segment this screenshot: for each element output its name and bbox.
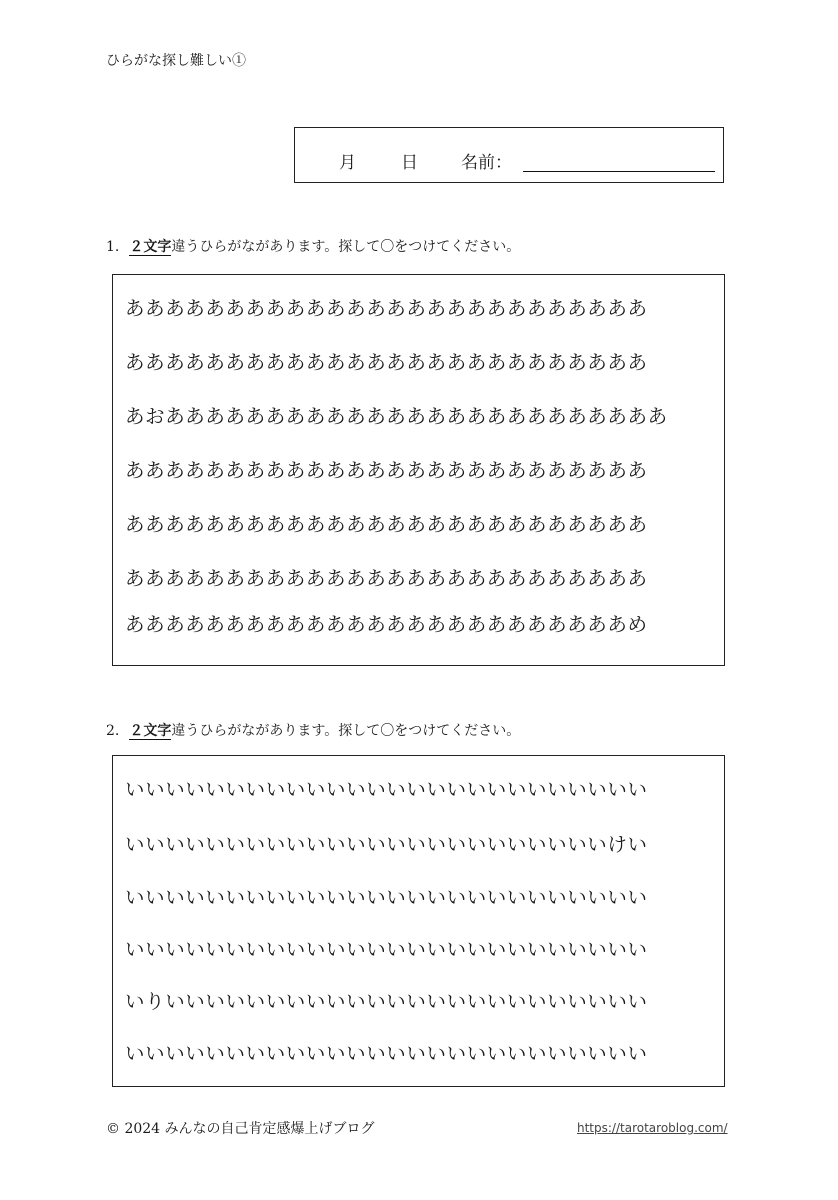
question-1-instruction: [106, 236, 520, 256]
page-title: ひらがな探し難しい①: [106, 53, 246, 69]
site-link[interactable]: https://tarotaroblog.com/: [577, 1121, 728, 1135]
day-label: 日: [401, 153, 418, 173]
name-write-line[interactable]: [523, 171, 715, 172]
grid-row[interactable]: いいいいいいいいいいいいいいいいいいいいいいいいいい: [125, 886, 648, 909]
instruction-text: 違うひらがながあります。探して〇をつけてください。: [171, 723, 521, 739]
grid-row[interactable]: いいいいいいいいいいいいいいいいいいいいいいいいいい: [125, 1042, 648, 1065]
grid-row[interactable]: ああああああああああああああああああああああああああ: [125, 459, 648, 482]
grid-row[interactable]: あおあああああああああああああああああああああああああ: [125, 405, 668, 428]
question-number: 2.: [106, 723, 120, 739]
copyright-text: © 2024 みんなの自己肯定感爆上げブログ: [106, 1121, 375, 1137]
name-label: 名前：: [461, 153, 512, 173]
instruction-text: 違うひらがながあります。探して〇をつけてください。: [171, 239, 521, 255]
grid-row[interactable]: ああああああああああああああああああああああああああ: [125, 297, 648, 320]
question-number: 1.: [106, 239, 120, 255]
grid-row[interactable]: ああああああああああああああああああああああああああ: [125, 567, 648, 590]
grid-row[interactable]: いりいいいいいいいいいいいいいいいいいいいいいいいい: [125, 990, 648, 1013]
question-2-grid: [112, 755, 725, 1087]
date-name-box: [294, 127, 724, 183]
grid-row[interactable]: いいいいいいいいいいいいいいいいいいいいいいいいいい: [125, 938, 648, 961]
emphasis-text: ２文字: [129, 723, 172, 739]
grid-row[interactable]: ああああああああああああああああああああああああああ: [125, 513, 648, 536]
grid-row[interactable]: いいいいいいいいいいいいいいいいいいいいいいいいいい: [125, 778, 648, 801]
emphasis-text: ２文字: [129, 239, 172, 255]
grid-row[interactable]: いいいいいいいいいいいいいいいいいいいいいいいいけい: [125, 833, 648, 856]
grid-row[interactable]: あああああああああああああああああああああああああめ: [125, 613, 648, 636]
question-2-instruction: [106, 720, 520, 740]
month-label: 月: [339, 153, 356, 173]
question-1-grid: [112, 274, 725, 666]
grid-row[interactable]: ああああああああああああああああああああああああああ: [125, 351, 648, 374]
